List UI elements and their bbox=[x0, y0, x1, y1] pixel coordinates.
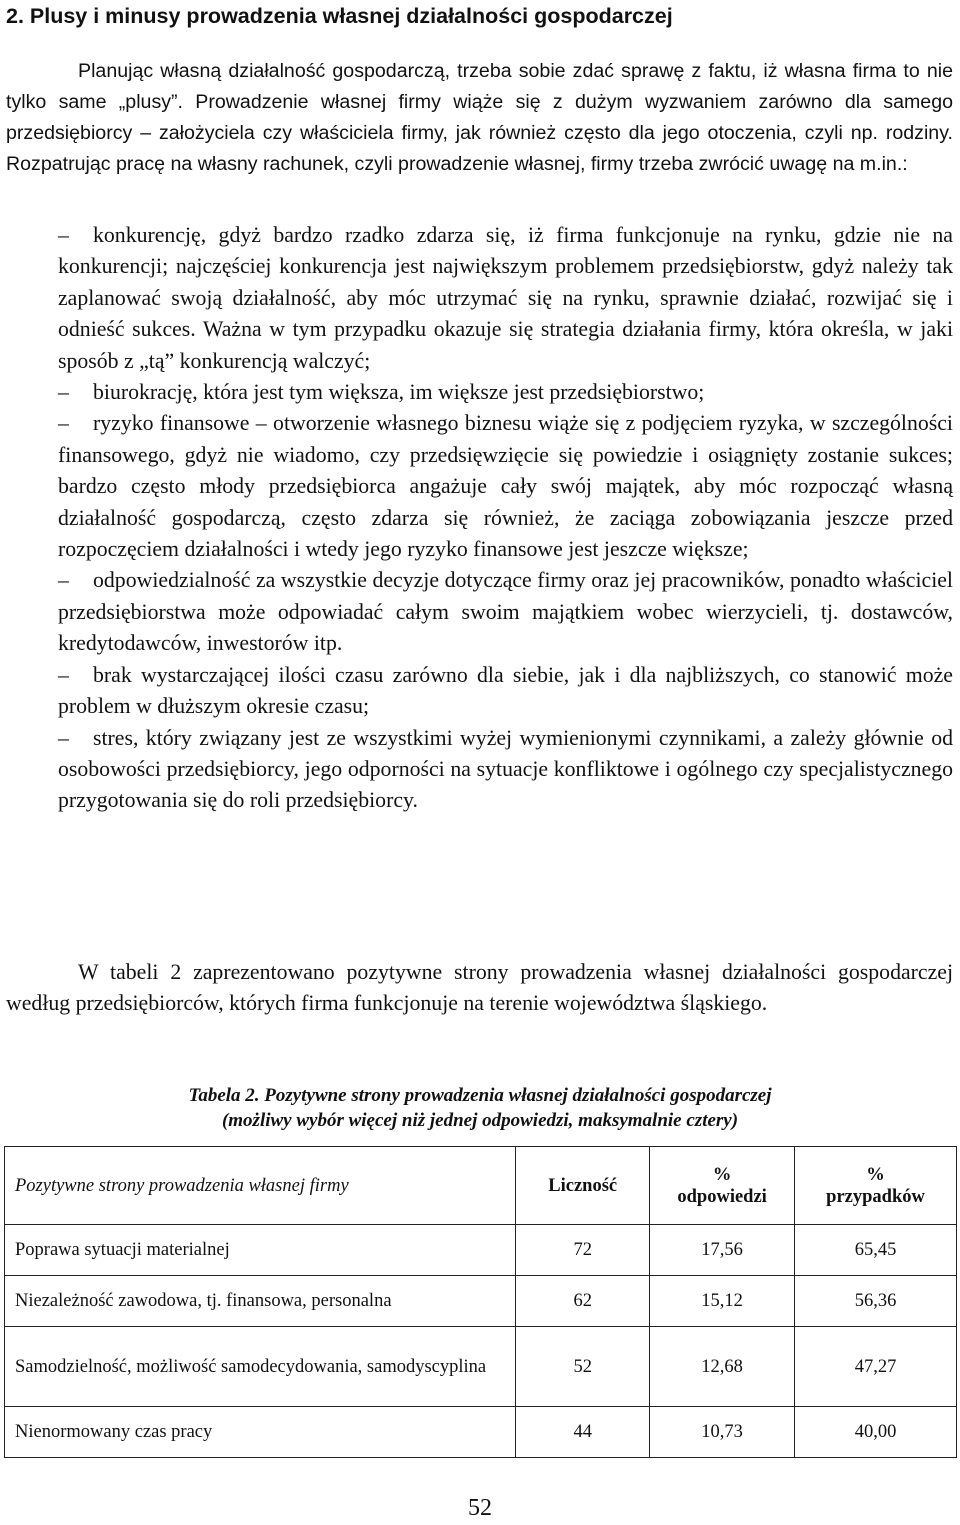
table-cell-count: 72 bbox=[516, 1225, 650, 1276]
column-header-line: odpowiedzi bbox=[677, 1186, 767, 1207]
dash-marker: – bbox=[58, 662, 69, 687]
table-row bbox=[5, 1225, 957, 1276]
intro-text: Planując własną działalność gospodarczą, trzeba sobie zdać sprawę z faktu, iż własna firma to nie tylko same „plusy”. Prowadzenie własnej firmy wiąże się z dużym wyzwaniem zarówno dla samego przedsiębiorcy – założyciela czy właściciela firmy, jak również często dla jego otoczenia, czyli np. rodziny. Rozpatrując pracę na własny rachunek, czyli prowadzenie własnej, firmy trzeba zwrócić uwagę na m.in.: bbox=[6, 60, 953, 175]
table-cell-pct-responses: 10,73 bbox=[650, 1407, 795, 1458]
dash-marker: – bbox=[58, 725, 69, 750]
list-item-text: odpowiedzialność za wszystkie decyzje dotyczące firmy oraz jej pracowników, ponadto właściciel przedsiębiorstwa może odpowiadać całym swoim majątkiem wobec wierzycieli, tj. dostawców, kredytodawców, inwestorów itp. bbox=[58, 568, 953, 656]
data-table bbox=[4, 1146, 957, 1458]
table-intro-text: W tabeli 2 zaprezentowano pozytywne strony prowadzenia własnej działalności gospodarczej według przedsiębiorców, których firma funkcjonuje na terenie województwa śląskiego. bbox=[6, 960, 953, 1016]
intro-paragraph bbox=[6, 56, 953, 180]
column-header: Pozytywne strony prowadzenia własnej firmy bbox=[5, 1147, 516, 1225]
dash-marker: – bbox=[58, 411, 69, 436]
column-header-line: % bbox=[712, 1164, 732, 1185]
table-cell-pct-responses: 12,68 bbox=[650, 1327, 795, 1407]
list-item bbox=[58, 565, 953, 659]
table-cell-pct-cases: 47,27 bbox=[795, 1327, 957, 1407]
list-item bbox=[58, 377, 953, 408]
table-cell-pct-cases: 56,36 bbox=[795, 1276, 957, 1327]
table-cell-label: Nienormowany czas pracy bbox=[5, 1407, 516, 1458]
table-cell-pct-cases: 40,00 bbox=[795, 1407, 957, 1458]
column-header: Liczność bbox=[516, 1147, 650, 1225]
table-cell-pct-cases: 65,45 bbox=[795, 1225, 957, 1276]
list-item-text: konkurencję, gdyż bardzo rzadko zdarza się, iż firma funkcjonuje na rynku, gdzie nie na konkurencji; najczęściej konkurencja jest największym problemem przedsiębiorstw, gdyż należy tak zaplanować swoją działalność, aby móc utrzymać się na rynku, sprawnie działać, rozwijać się i odnieść sukces. Ważna w tym przypadku okazuje się strategia działania firmy, która określa, w jaki sposób z „tą” konkurencją walczyć; bbox=[58, 223, 953, 373]
table-caption bbox=[0, 1083, 960, 1133]
column-header bbox=[650, 1147, 795, 1225]
table-cell-label: Niezależność zawodowa, tj. finansowa, personalna bbox=[5, 1276, 516, 1327]
list-item-text: brak wystarczającej ilości czasu zarówno dla siebie, jak i dla najbliższych, co stanowić może problem w dłuższym okresie czasu; bbox=[58, 662, 953, 719]
table-row bbox=[5, 1407, 957, 1458]
table-row bbox=[5, 1327, 957, 1407]
column-header-line: przypadków bbox=[826, 1186, 925, 1207]
table-caption-title: Tabela 2. Pozytywne strony prowadzenia własnej działalności gospodarczej bbox=[188, 1085, 772, 1106]
list-item bbox=[58, 660, 953, 723]
list-item bbox=[58, 408, 953, 565]
table-cell-count: 52 bbox=[516, 1327, 650, 1407]
table-header-row bbox=[5, 1147, 957, 1225]
table-row bbox=[5, 1276, 957, 1327]
dash-marker: – bbox=[58, 223, 69, 247]
column-header-line: % bbox=[866, 1164, 885, 1185]
section-heading: 2. Plusy i minusy prowadzenia własnej działalności gospodarczej bbox=[6, 4, 673, 28]
list-item-text: ryzyko finansowe – otworzenie własnego biznesu wiąże się z podjęciem ryzyka, w szczególności finansowego, gdyż nie wiadomo, czy przedsięwzięcie się powiedzie i osiągnięty zostanie sukces; bardzo często młody przedsiębiorca angażuje cały swój majątek, aby móc rozpocząć własną działalność gospodarczą, często zdarza się również, że zaciąga zobowiązania jeszcze przed rozpoczęciem działalności i wtedy jego ryzyko finansowe jest jeszcze większe; bbox=[58, 411, 953, 562]
bullet-list bbox=[0, 220, 960, 817]
table-intro-paragraph bbox=[6, 957, 953, 1020]
table-cell-count: 44 bbox=[516, 1407, 650, 1458]
list-item bbox=[58, 723, 953, 817]
table-caption-note: (możliwy wybór więcej niż jednej odpowiedzi, maksymalnie cztery) bbox=[221, 1110, 739, 1131]
list-item bbox=[58, 220, 953, 377]
list-item-text: biurokrację, która jest tym większa, im większe jest przedsiębiorstwo; bbox=[93, 380, 705, 405]
table-cell-label: Poprawa sytuacji materialnej bbox=[5, 1225, 516, 1276]
table-cell-count: 62 bbox=[516, 1276, 650, 1327]
dash-marker: – bbox=[58, 568, 69, 593]
list-item-text: stres, który związany jest ze wszystkimi wyżej wymienionymi czynnikami, a zależy głównie od osobowości przedsiębiorcy, jego odporności na sytuacje konfliktowe i ogólnego czy specjalistycznego przygotowania się do roli przedsiębiorcy. bbox=[58, 725, 953, 813]
table-cell-pct-responses: 15,12 bbox=[650, 1276, 795, 1327]
dash-marker: – bbox=[58, 380, 69, 405]
column-header bbox=[795, 1147, 957, 1225]
table-cell-label: Samodzielność, możliwość samodecydowania, samodyscyplina bbox=[5, 1327, 516, 1407]
page-number: 52 bbox=[468, 1495, 492, 1521]
table-cell-pct-responses: 17,56 bbox=[650, 1225, 795, 1276]
